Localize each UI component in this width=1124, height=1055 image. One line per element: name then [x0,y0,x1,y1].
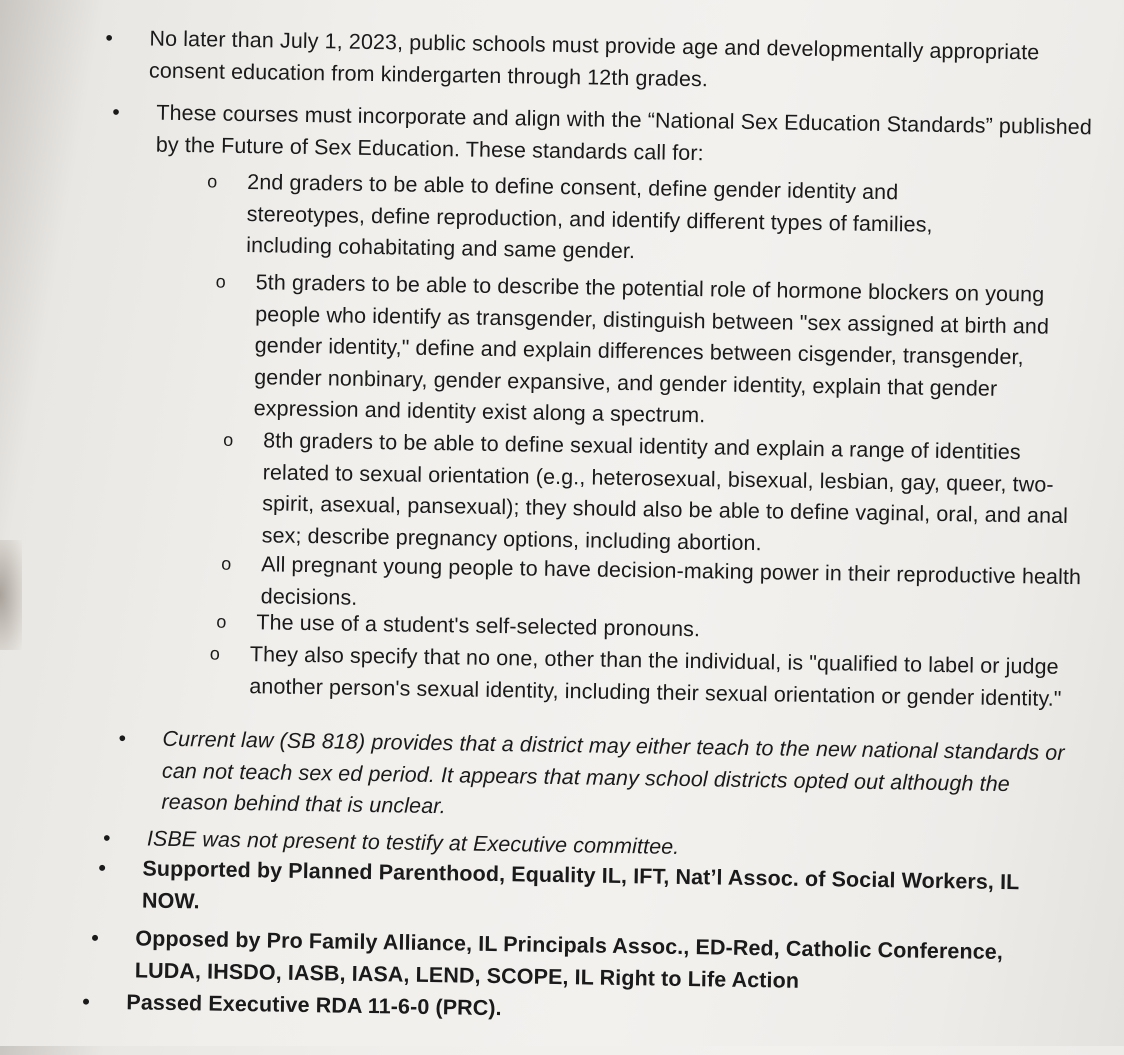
sub-item [223,425,1093,564]
bullet-text: No later than July 1, 2023, public schools must provide age and developmentally appropriate consent education from kindergarten through 12th grades. [148,26,1040,91]
bullet-marker: • [105,26,114,50]
sub-marker: o [207,171,218,192]
bullet-marker: • [102,826,111,850]
sub-marker: o [216,611,227,632]
bullet-text: Opposed by Pro Family Alliance, IL Principals Assoc., ED-Red, Catholic Conference, LUDA, IHSDO, IASB, IASA, LEND, SCOPE, IL Right to Life Action [134,926,1004,993]
bullet-marker: • [112,100,120,125]
sub-text: 8th graders to be able to define sexual identity and explain a range of identities related to sexual orientation (e.g., heterosexual, bisexual, lesbian, gay, queer, two-spirit, asexual, pansexual); they should also be able to define vaginal, oral, and anal sex; describe pregnancy options, including abortion. [261,428,1069,555]
sub-marker: o [223,429,234,450]
sub-marker: o [209,643,221,664]
sub-text: All pregnant young people to have decision-making power in their reproductive health decisions. [260,552,1082,610]
sub-marker: o [221,553,232,574]
bullet-item [98,853,1078,931]
sub-item [209,639,1085,715]
sub-text: The use of a student's self-selected pronouns. [256,610,701,642]
bullet-marker: • [98,856,107,880]
bullet-item [118,724,1072,833]
bullet-text: Supported by Planned Parenthood, Equality IL, IFT, Nat’l Assoc. of Social Workers, IL NOW. [141,856,1020,913]
bullet-marker: • [118,727,127,751]
bullet-marker: • [91,926,100,950]
bullet-item [105,23,1050,100]
sub-text: 5th graders to be able to describe the potential role of hormone blockers on young people who identify as transgender, distinguish between "sex assigned at birth and gender identity," define and explain differences between cisgender, transgender, gender nonbinary, gender expansive, and gender identity, explain that gender expression and identity exist along a spectrum. [253,270,1050,428]
bullet-item [112,98,1102,176]
bullet-text: These courses must incorporate and align with the “National Sex Education Standards” published by the Future of Sex Education. These standards call for: [155,100,1093,165]
sub-item [215,267,1095,438]
sub-marker: o [215,271,226,292]
bullet-text: ISBE was not present to testify at Executive committee. [146,826,680,859]
sub-text: They also specify that no one, other than the individual, is "qualified to label or judge another person's sexual identity, including their sexual orientation or gender identity." [249,642,1062,711]
bullet-text: Passed Executive RDA 11-6-0 (PRC). [126,990,502,1021]
sub-item [207,167,987,273]
bullet-text: Current law (SB 818) provides that a district may either teach to the new national standards or can not teach sex ed period. It appears that many school districts opted out although the reason behind that is unclear. [161,726,1065,819]
bullet-marker: • [82,990,91,1014]
sub-text: 2nd graders to be able to define consent, define gender identity and stereotypes, define reproduction, and identify different types of families, including cohabitating and same gender. [246,170,933,264]
